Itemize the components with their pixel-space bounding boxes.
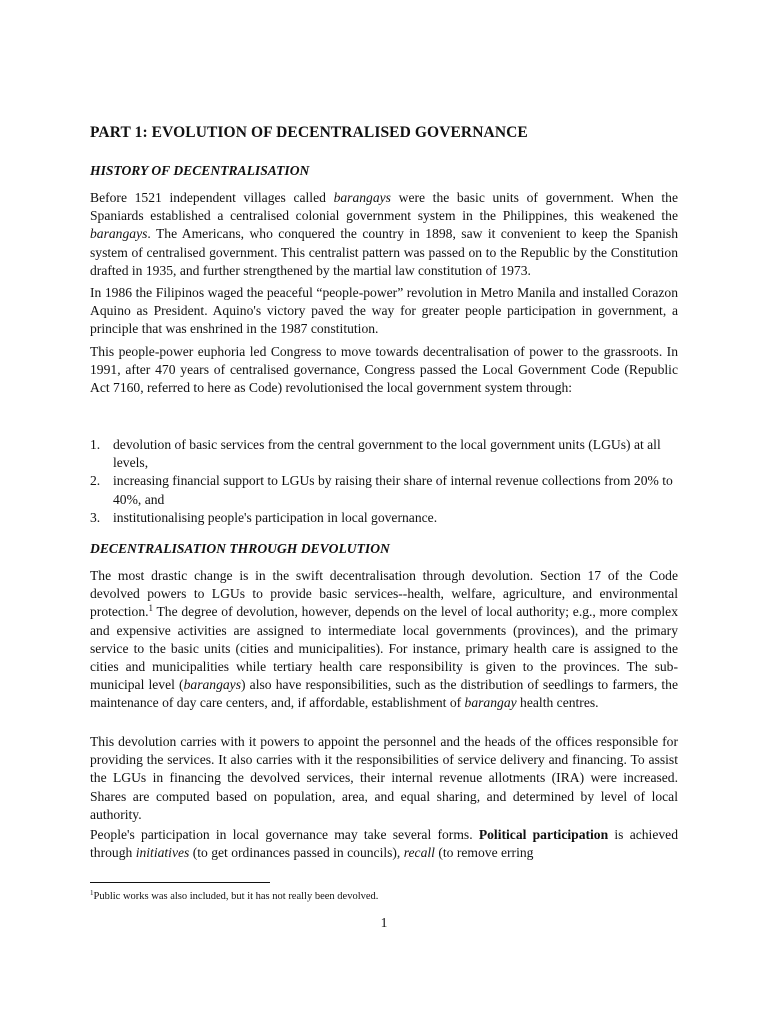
devolution-list [90,436,678,527]
list-item: 2. increasing financial support to LGUs by raising their share of internal revenue collections from 20% to 40%, and [90,473,673,507]
paragraph-powers: This devolution carries with it powers to appoint the personnel and the heads of the offices responsible for providing the services. It also carries with it the responsibilities of service delivery and financing. To assist the LGUs in financing the devolved services, their internal revenue allotments (IRA) were increased. Shares are computed based on population, area, and equal sharing, and determined by level of local authority. [90,734,678,822]
page-number: 1 [380,915,388,930]
footnote-reference[interactable]: 1 [148,603,154,614]
paragraph-history: Before 1521 independent villages called barangays were the basic units of government. When the Spaniards established a centralised colonial government system in the Philippines, this weakened the barangays. The Americans, who conquered the country in 1898, saw it convenient to keep the Spanish system of centralised government. This centralist pattern was passed on to the Republic by the Constitution drafted in 1935, and further strengthened by the martial law constitution of 1973. [90,190,678,278]
list-item: 1. devolution of basic services from the central government to the local government units (LGUs) at all levels, [90,437,661,471]
paragraph-devolution: The most drastic change is in the swift decentralisation through devolution. Section 17 of the Code devolved powers to LGUs to provide basic services--health, welfare, agriculture, and environmental protection.$^1$ The degree of devolution, however, depends on the level of local authority; e.g., more complex and expensive activities are assigned to intermediate local governments (provinces), and the primary service to the basic units (cities and municipalities). For instance, primary health care is assigned to the cities and municipalities while tertiary health care responsibility is given to the provinces. The sub-municipal level (barangays) also have responsibilities, such as the distribution of seedlings to farmers, the maintenance of day care centers, and, if affordable, establishment of barangay health centres. [90,568,678,711]
footnote-text: Public works was also included, but it has not really been devolved. [93,891,379,902]
paragraph-participation: People's participation in local governance may take several forms. Political participation is achieved through initiatives (to get ordinances passed in councils), recall (to remove erring [90,827,678,861]
paragraph-code: This people-power euphoria led Congress to move towards decentralisation of power to the grassroots. In 1991, after 470 years of centralised governance, Congress passed the Local Government Code (Republic Act 7160, referred to here as Code) revolutionised the local government system through: [90,344,678,396]
devolution-heading: DECENTRALISATION THROUGH DEVOLUTION [90,541,390,556]
paragraph-people-power: In 1986 the Filipinos waged the peaceful “people-power” revolution in Metro Manila and installed Corazon Aquino as President. Aquino's victory paved the way for greater people participation in government, a principle that was enshrined in the 1987 constitution. [90,285,678,337]
footnote-separator [90,882,270,883]
history-heading: HISTORY OF DECENTRALISATION [90,163,310,178]
footnote [90,890,378,903]
list-item: 3. institutionalising people's participation in local governance. [90,509,438,525]
footnote-marker: 1 [90,889,94,897]
part-title: PART 1: EVOLUTION OF DECENTRALISED GOVERNANCE [90,124,528,141]
document-page [90,0,678,1024]
